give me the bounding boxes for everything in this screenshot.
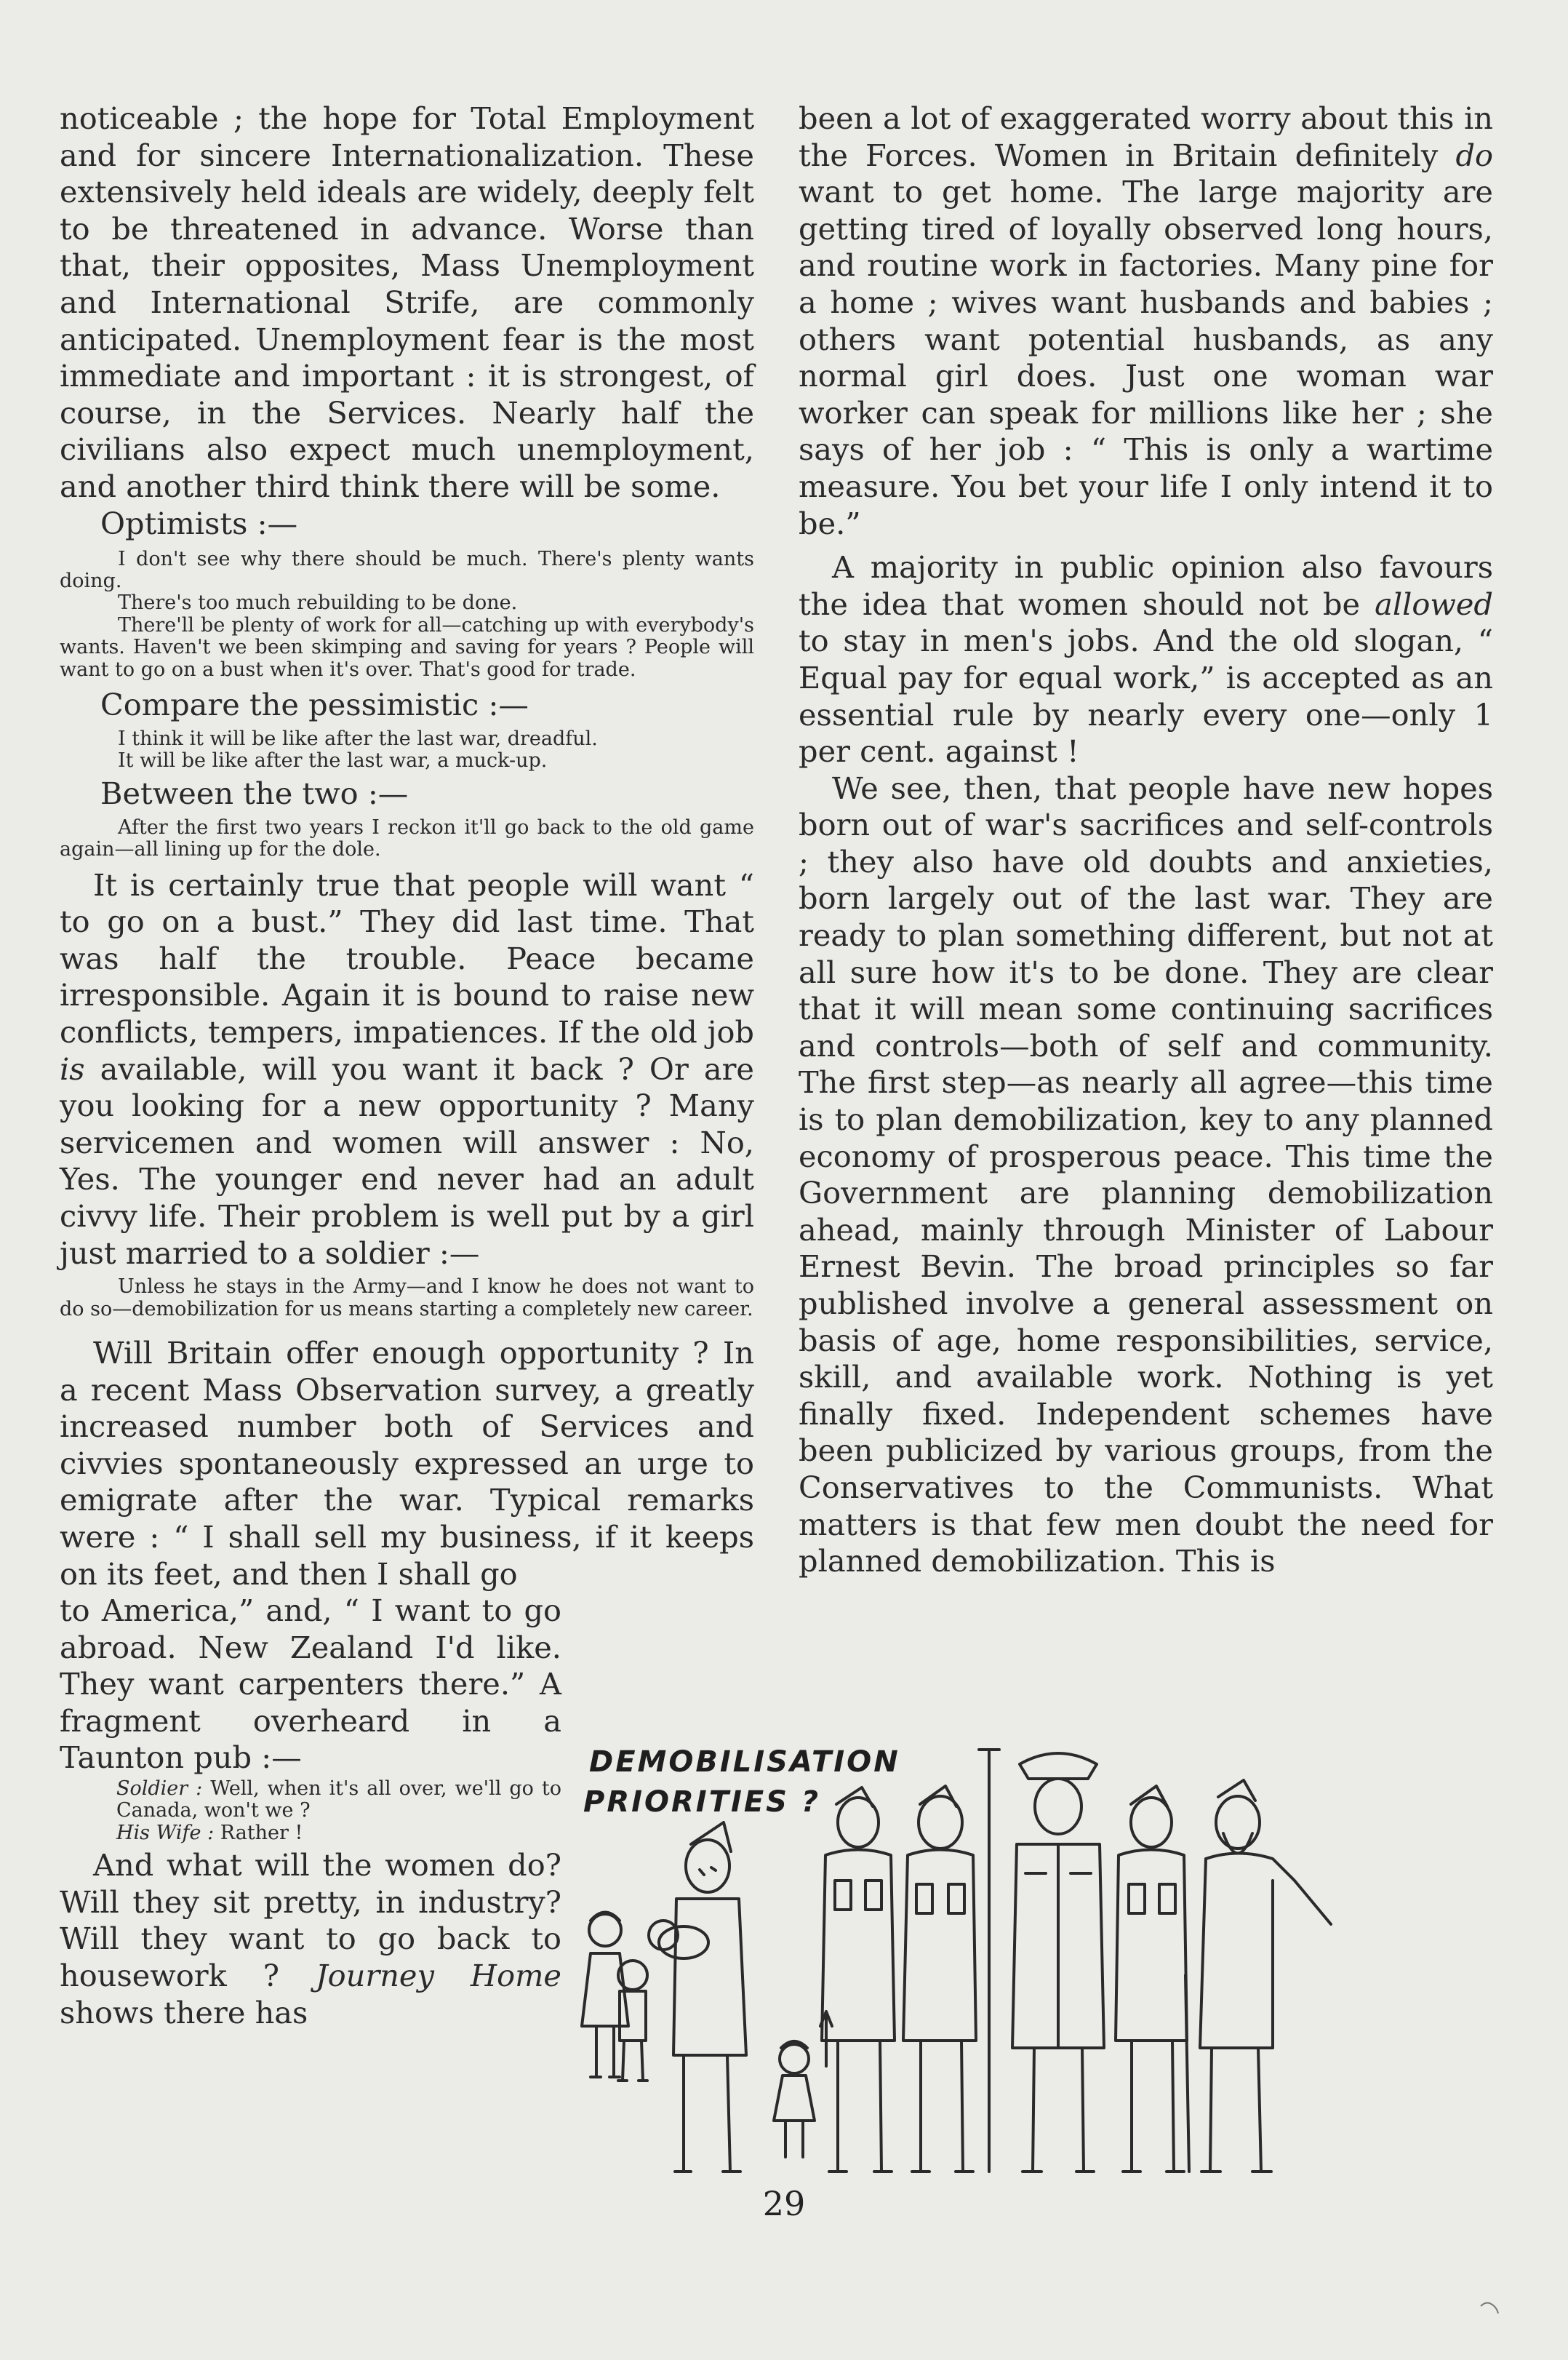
optimist-quote: There's too much rebuilding to be done. xyxy=(118,591,518,615)
p2-text: It is certainly true that people will want “ to go on a bust.” They did last time. That was half the trouble. Peace became irresponsible. Again it is bound to raise new conflicts, tempers, impatiences. If the old job xyxy=(60,866,754,1050)
p4-text-rest: shows there has xyxy=(60,1994,308,2030)
pessimistic-quotes xyxy=(60,728,754,773)
optimists-quotes xyxy=(60,549,754,681)
p4-text: And what will the women do? Will they sit pretty, in industry? Will they want to go back to housework ? xyxy=(60,1847,561,1994)
veteran-figure xyxy=(1185,1780,1331,2172)
r2-text-b: to stay in men's jobs. And the old slogan, “ Equal pay for equal work,” is accepted as an essential rule by nearly every one—only xyxy=(799,623,1493,733)
right-paragraph-3: We see, then, that people have new hopes born out of war's sacrifices and self-controls ; they also have old doubts and anxieties, born largely out of the last war. They are ready to plan something different, but not at all sure how it's to be done. They are clear that it will mean some continuing sacrifices and controls—both of self and community. The first step—as nearly all agree—this time is to plan demobilization, key to any planned economy of prosperous peace. This time the Government are planning demobilization ahead, mainly through Minister of Labour Ernest Bevin. The broad principles so far published involve a general assessment on basis of age, home responsibilities, service, skill, and available work. Nothing is yet finally fixed. Independent schemes have been publicized by various groups, from the Conservatives to the Communists. What matters is that few men doubt the need for planned demobilization. This is xyxy=(799,770,1493,1579)
left-paragraph-2 xyxy=(60,867,754,1272)
p2-is: is xyxy=(60,1051,85,1087)
r2-text: A majority in public opinion also favours the idea that women should not be xyxy=(799,549,1493,622)
r2-one: 1 xyxy=(1473,696,1493,733)
pub-dialog xyxy=(60,1778,561,1844)
r1-do: do xyxy=(1455,137,1493,173)
soldier-figure-1 xyxy=(822,1787,895,2172)
officer-figure xyxy=(1012,1753,1104,2172)
cartoon-title-line-1: DEMOBILISATION xyxy=(589,1745,900,1779)
left-paragraph-3: Will Britain offer enough opportunity ? In a recent Mass Observation survey, a greatly increased number both of Services and civvies spontaneously expressed an urge to emigrate after the war. Typical remarks were : “ I shall sell my business, if it keeps on its feet, and then I shall go xyxy=(60,1334,754,1592)
journey-home-title: Journey Home xyxy=(316,1958,561,1994)
pessimist-quote: It will be like after the last war, a muck-up. xyxy=(118,749,548,773)
girl-quote xyxy=(60,1276,754,1320)
optimist-quote: There'll be plenty of work for all—catching up with everybody's wants. Haven't we been skimping and saving for years ? People will want to go on a bust when it's over. That's good for trade. xyxy=(60,613,754,681)
left-paragraph-1: noticeable ; the hope for Total Employment and for sincere Internationalization. These extensively held ideals are widely, deeply felt to be threatened in advance. Worse than that, their opposites, Mass Unemployment and International Strife, are commonly anticipated. Unemployment fear is the most immediate and important : it is strongest, of course, in the Services. Nearly half the civilians also expect much unemployment, and another third think there will be some. xyxy=(60,100,754,504)
between-quote-text: After the first two years I reckon it'll go back to the old game again—all lining up for the dole. xyxy=(60,816,754,861)
demobilisation-cartoon xyxy=(575,1735,1498,2190)
right-paragraph-2 xyxy=(799,549,1493,770)
r1-text: been a lot of exaggerated worry about this in the Forces. Women in Britain definitely xyxy=(799,100,1493,173)
r2-allowed: allowed xyxy=(1375,586,1493,622)
wife-line xyxy=(60,1822,561,1844)
father-with-baby-figure xyxy=(649,1822,746,2172)
soldier-text: Well, when it's all over, we'll go to Canada, won't we ? xyxy=(116,1777,561,1822)
optimists-intro: Optimists :— xyxy=(100,505,298,541)
soldier-figure-3 xyxy=(1116,1786,1187,2172)
pessimistic-intro: Compare the pessimistic :— xyxy=(100,686,529,722)
between-quote xyxy=(60,817,754,861)
p2-text-rest: available, will you want it back ? Or are you looking for a new opportunity ? Many servicemen and women will answer : No, Yes. The younger end never had an adult civvy life. Their problem is well put by a girl just married to a soldier :— xyxy=(60,1051,754,1271)
pessimist-quote: I think it will be like after the last war, dreadful. xyxy=(118,727,598,750)
wife-text: Rather ! xyxy=(214,1821,303,1844)
between-intro: Between the two :— xyxy=(100,775,409,811)
soldier-line xyxy=(60,1778,561,1822)
right-column xyxy=(799,100,1493,1580)
cartoon-title-line-2: PRIORITIES ? xyxy=(583,1785,821,1819)
soldier-label: Soldier : xyxy=(116,1777,203,1801)
girl-figure xyxy=(582,1913,628,2078)
r1-text-rest: want to get home. The large majority are getting tired of loyally observed long hours, and routine work in factories. Many pine for a home ; wives want husbands and babies ; others want potential husbands, as any normal girl does. Just one woman war worker can speak for millions like her ; she says of her job : “ This is only a wartime measure. You bet your life I only intend it to be.” xyxy=(799,174,1493,541)
optimist-quote: I don't see why there should be much. There's plenty wants doing. xyxy=(60,547,754,592)
right-paragraph-1 xyxy=(799,100,1493,542)
r2-text-c: per cent. against ! xyxy=(799,733,1079,770)
page-number: 29 xyxy=(762,2184,806,2223)
corner-ink-mark xyxy=(1476,2292,1505,2321)
left-paragraph-3-narrow: to America,” and, “ I want to go abroad. New Zealand I'd like. They want carpenters there.” A fragment overheard in a Taunton pub :— xyxy=(60,1592,561,1776)
soldier-figure-2 xyxy=(903,1750,999,2172)
girl-quote-text: Unless he stays in the Army—and I know he does not want to do so—demobilization for us means starting a completely new career. xyxy=(60,1275,754,1320)
wife-label: His Wife : xyxy=(116,1821,215,1844)
left-paragraph-4 xyxy=(60,1847,561,2031)
